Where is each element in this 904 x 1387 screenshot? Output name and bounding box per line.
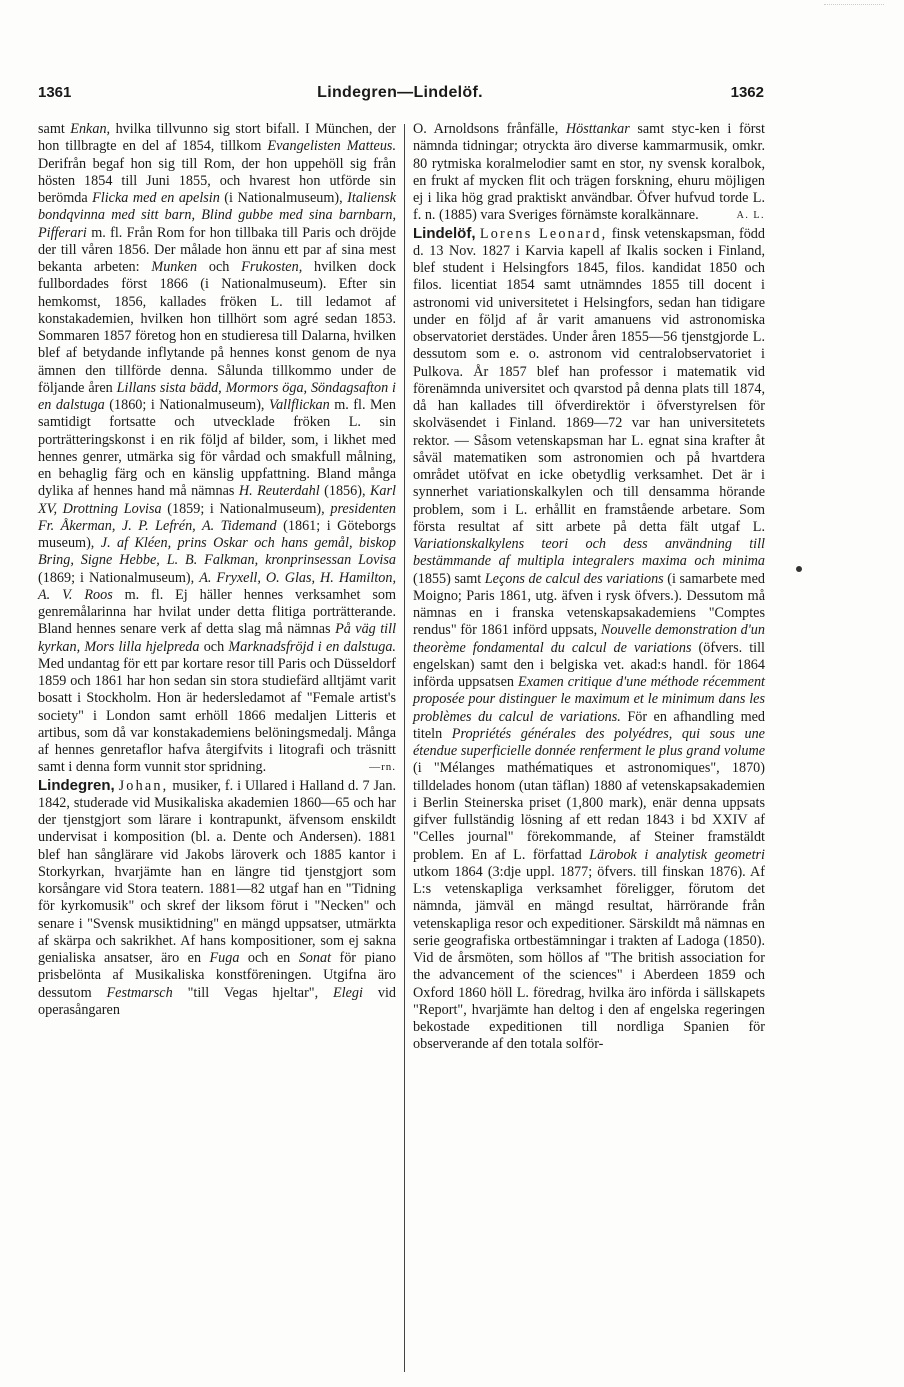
entry-lindegren-johan: Lindegren, Johan, musiker, f. i Ullared i Halland d. 7 Jan. 1842, studerade vid Musikaliska akademien 1860—65 och har der tjenstgjort som lärare i kontrapunkt, äfvensom enskildt undervisat i komposition (bl. a. Dente och Andersen). 1881 blef han sånglärare vid Jakobs läroverk och 1885 kantor i Storkyrkan, hvarjämte han en längre tid tjenstgjort som korsångare vid Stora teatern. 1881—82 utgaf han en "Tidning för kyrkomusik" och skref der liksom förut i "Necken" och senare i "Svensk musiktidning" en mängd uppsatser, utmärkta af skärpa och sakrikhet. Af hans kompositioner, som ej sakna genialiska ansatser, äro en Fuga och en Sonat för piano prisbelönta af Musikaliska konstföreningen. Utgifna äro dessutom Festmarsch "till Vegas hjeltar", Elegi vid operasångaren xyxy=(38,776,396,1018)
left-column xyxy=(38,121,396,1019)
scan-speck xyxy=(824,4,884,7)
running-title: Lindegren—Lindelöf. xyxy=(317,84,483,101)
entry-lindelof-lorens: Lindelöf, Lorens Leonard, finsk vetenskapsman, född d. 13 Nov. 1827 i Karvia kapell af Ikalis socken i Finland, blef student i Helsingfors 1845, filos. kandidat 1850 och filos. licentiat 1854 samt utnämndes 1855 till docent i astronomi vid universitetet i Helsingfors, sedan han tidigare under en följd af år varit amanuens vid astronomiska observatoriet derstädes. Under åren 1855—56 tjenstgjorde L. dessutom som e. o. astronom vid centralobservatoriet i Pulkova. År 1857 blef han professor i matematik vid förenämnda universitet och qvarstod på denna plats till 1874, då han kallades till öfverdirektör i öfverstyrelsen för skolväsendet i Finland. 1869—72 var han universitetets rektor. — Såsom vetenskapsman har L. egnat sina krafter åt såväl matematiken som astronomien och på hvartdera området utöfvat en icke obetydlig verksamhet. Det är i synnerhet variationskalkylen och till densamma hörande problem, som i L. erhållit en framstående arbetare. Som första resultat af sitt arbete på detta fält utgaf L. Variationskalkylens teori och dess användning till bestämmande af multipla integralers maxima och minima (1855) samt Leçons de calcul des variations (i samarbete med Moigno; Paris 1861, utg. äfven i rysk öfvers.). Dessutom må nämnas en i franska vetenskapsakademiens "Comptes rendus" för 1861 införd uppsats, Nouvelle demonstration d'un theorème fondamental du calcul de variations (öfvers. till engelskan) samt den i belgiska vet. akad:s handl. för 1864 införda uppsatsen Examen critique d'une méthode récemment proposée pour distinguer le maximum et le minimum dans les problèmes du calcul de variations. För en afhandling med titeln Propriétés générales des polyédres, qui sous une étendue superficielle donnée renferment le plus grand volume (i "Mélanges mathématiques et astronomiques", 1870) tilldelades honom (utan täflan) 1880 af vetenskapsakademien i Berlin Steinerska priset (1,800 mark), enär denna uppsats gifver fullständig lösning af ett redan 1843 i bd XXIV af "Celles journal" förekommande, af Steiner framstäldt problem. En af L. författad Lärobok i analytisk geometri utkom 1864 (3:dje uppl. 1877; öfvers. till finskan 1876). Af L:s vetenskapliga verksamhet föreligger, förutom det nämnda, jämväl en mängd resultat, härrörande från vetenskapliga resor och expeditioner. Särskildt må nämnas en serie geografiska ortbestämningar i trakten af Ladoga (1850). Vid de årsmöten, som höllos af "The british association for the advancement of the sciences" i Aberdeen 1859 och Oxford 1860 höll L. föredrag, hvilka äro införda i sällskapets "Report", hvarjämte han deltog i den af engelska regeringen bekostade expeditionen till nordliga Spanien för observerande af den totala solför- xyxy=(413,224,765,1053)
left-page-number: 1361 xyxy=(38,84,72,101)
entry-lindegren-johan-continued: O. Arnoldsons frånfälle, Hösttankar samt styc-ken i först nämnda tidningar; otryckta äro diverse kammarmusik, omkr. 80 rytmiska koralmelodier samt en stor, ny svensk koralbok, en frukt af mycken flit och trägen forskning, ehuru möjligen ej i lika hög grad praktiskt användbar. Öfver hufvud torde L. f. n. (1885) vara Sveriges förnämste koralkännare. A. L. xyxy=(413,121,765,224)
author-signature: —rn. xyxy=(369,761,396,774)
entry-lindegren-continued: samt Enkan, hvilka tillvunno sig stort bifall. I München, der hon tillbragte en del af 1854, tillkom Evangelisten Matteus. Derifrån begaf hon sig till Rom, der hon uppehöll sig från hösten 1854 till Juni 1855, och hvarest hon utförde sin berömda Flicka med en apelsin (i Nationalmuseum), Italiensk bondqvinna med sitt barn, Blind gubbe med sina barnbarn, Pifferari m. fl. Från Rom for hon tillbaka till Paris och dröjde der till våren 1856. Der målade hon ännu ett par af sina mest bekanta arbeten: Munken och Frukosten, hvilken dock fullbordades först 1866 (i Nationalmuseum). Efter sin hemkomst, 1856, kallades fröken L. till ledamot af konstakademien, hvilken hon tillhört som agré sedan 1853. Sommaren 1857 företog hon en studieresa till Dalarna, hvilken blef af betydande inflytande på hennes konst genom de nya ämnen den tillförde denna. Sålunda tillkommo under de följande åren Lillans sista bädd, Mormors öga, Söndagsafton i en dalstuga (1860; i Nationalmuseum), Vallflickan m. fl. Men samtidigt fortsatte och utvecklade fröken L. sin porträtteringskonst i en rik följd af bilder, som, i likhet med hennes genrer, utmärka sig för vårdad och smakfull målning, en behaglig färg och en känslig uppfattning. Bland många dylika af hennes hand må nämnas H. Reuterdahl (1856), Karl XV, Drottning Lovisa (1859; i Nationalmuseum), presidenten Fr. Åkerman, J. P. Lefrén, A. Tidemand (1861; i Göteborgs museum), J. af Kléen, prins Oskar och hans gemål, biskop Bring, Signe Hebbe, L. B. Falkman, kronprinsessan Lovisa (1869; i Nationalmuseum), A. Fryxell, O. Glas, H. Hamilton, A. V. Roos m. fl. Ej häller hennes verksamhet som genremålarinna har hvilat under detta flitiga porträtterande. Bland hennes senare verk af detta slag må nämnas På väg till kyrkan, Mors lilla hjelpreda och Marknadsfröjd i en dalstuga. Med undantag för ett par kortare resor till Paris och Düsseldorf 1859 och 1861 har hon sedan sin stora studiefärd alltjämt varit bosatt i Stockholm. Hon är hedersledamot af "Female artist's society" i London samt erhöll 1866 medaljen Litteris et artibus, som då var konstakademiens belöningsmedalj. Många af hennes genretaflor hafva återgifvits i litografi och träsnitt samt i denna form vunnit stor spridning. —rn. xyxy=(38,121,397,776)
entry-headword: Lindegren, xyxy=(38,776,115,794)
right-column xyxy=(413,121,765,1054)
margin-dot xyxy=(796,566,802,572)
page-header xyxy=(0,84,904,106)
entry-headword: Lindelöf, xyxy=(413,224,476,242)
author-signature: A. L. xyxy=(736,210,765,222)
column-divider xyxy=(404,124,405,1372)
right-page-number: 1362 xyxy=(730,84,764,101)
